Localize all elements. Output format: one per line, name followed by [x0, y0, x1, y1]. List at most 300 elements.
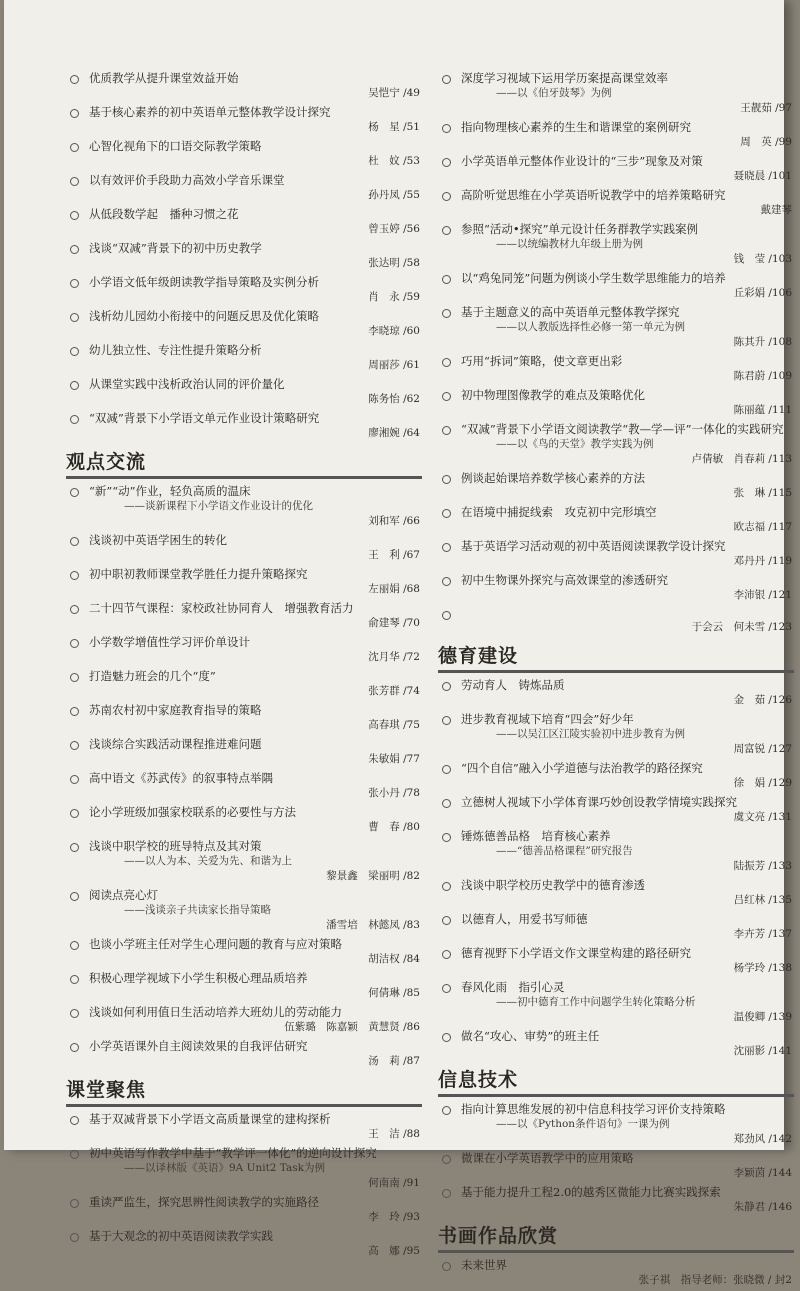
toc-entry-row [434, 794, 794, 810]
toc-entry[interactable] [62, 838, 422, 884]
toc-entry-row [62, 274, 422, 290]
toc-entry[interactable] [62, 104, 422, 135]
entry-title: 二十四节气课程：家校政社协同育人 增强教育活力 [89, 601, 354, 615]
circle-bullet-icon [70, 279, 79, 288]
entry-author-page: 李晓琼 /60 [368, 325, 420, 337]
toc-entry[interactable] [434, 153, 794, 184]
circle-bullet-icon [70, 843, 79, 852]
entry-author-page: 吕红林 /135 [733, 894, 792, 906]
circle-bullet-icon [442, 882, 451, 891]
toc-entry-row [62, 342, 422, 358]
toc-entry[interactable] [62, 970, 422, 1001]
entry-author-page: 陈务怡 /62 [368, 393, 420, 405]
entry-title: 浅谈中职学校的班导特点及其对策 [89, 839, 262, 853]
circle-bullet-icon [70, 1116, 79, 1125]
toc-entry-row [434, 221, 794, 237]
entry-author-page: 陆振芳 /133 [733, 860, 792, 872]
entry-title: 基于主题意义的高中英语单元整体教学探究 [461, 305, 680, 319]
entry-author-page: 李沛银 /121 [733, 589, 792, 601]
entry-title: 锤炼德善品格 培育核心素养 [461, 829, 611, 843]
entry-author-page: 张芳群 /74 [368, 685, 420, 697]
entry-author-page: 卢倩敏 肖春莉 /113 [691, 453, 792, 465]
toc-entry[interactable] [434, 1150, 794, 1181]
toc-entry-row [434, 187, 794, 203]
entry-title: 基于英语学习活动观的初中英语阅读课教学设计探究 [461, 539, 726, 553]
toc-entry-row [62, 1228, 422, 1244]
entry-author-page: 黎景鑫 梁丽明 /82 [326, 870, 420, 882]
toc-entry[interactable] [434, 945, 794, 976]
entry-subtitle: ——以《鸟的天堂》教学实践为例 [496, 438, 654, 450]
toc-entry-row [62, 936, 422, 952]
toc-entry-row [62, 1038, 422, 1054]
circle-bullet-icon [70, 1150, 79, 1159]
entry-title: 浅谈如何利用值日生活动培养大班幼儿的劳动能力 [89, 1005, 342, 1019]
toc-entry-row [434, 387, 794, 403]
entry-title: 以“鸡兔同笼”问题为例谈小学生数学思维能力的培养 [461, 271, 726, 285]
entry-author-page: 徐 娟 /129 [733, 777, 792, 789]
circle-bullet-icon [70, 1199, 79, 1208]
toc-entry-row [62, 104, 422, 120]
section-heading-viewpoint: 观点交流 [66, 447, 422, 479]
circle-bullet-icon [442, 426, 451, 435]
entry-author-page: 何倩琳 /85 [368, 987, 420, 999]
entry-author-page: 孙丹凤 /55 [368, 189, 420, 201]
entry-author-page: 朱敏娟 /77 [368, 753, 420, 765]
toc-entry[interactable] [62, 702, 422, 733]
toc-entry[interactable] [434, 606, 794, 635]
entry-title: 初中英语写作教学中基于“教学评一体化”的逆向设计探究 [89, 1146, 377, 1160]
circle-bullet-icon [70, 673, 79, 682]
entry-title: 从课堂实践中浅析政治认同的评价量化 [89, 377, 285, 391]
toc-entry-row [62, 887, 422, 903]
circle-bullet-icon [70, 313, 79, 322]
toc-entry[interactable] [434, 387, 794, 418]
entry-author-page: 王 利 /67 [368, 549, 420, 561]
toc-entry[interactable] [62, 308, 422, 339]
entry-author-page: 刘和军 /66 [368, 515, 420, 527]
toc-entry[interactable] [62, 172, 422, 203]
section-heading-it: 信息技术 [438, 1065, 794, 1097]
entry-author-page: 李颖茵 /144 [733, 1167, 792, 1179]
toc-entry-row [62, 172, 422, 188]
entry-title: 基于能力提升工程2.0的越秀区微能力比赛实践探索 [461, 1185, 721, 1199]
entry-title: 深度学习视域下运用学历案提高课堂效率 [461, 71, 668, 85]
toc-entry[interactable] [62, 887, 422, 933]
entry-title: 积极心理学视域下小学生积极心理品质培养 [89, 971, 308, 985]
toc-entry[interactable] [62, 634, 422, 665]
circle-bullet-icon [442, 765, 451, 774]
entry-author-page: 李 玲 /93 [368, 1211, 420, 1223]
entry-subtitle: ——浅谈亲子共读家长指导策略 [124, 904, 271, 916]
toc-entry[interactable] [434, 1028, 794, 1059]
circle-bullet-icon [442, 275, 451, 284]
toc-entry[interactable] [434, 470, 794, 501]
toc-entry[interactable] [62, 1111, 422, 1142]
toc-entry[interactable] [434, 572, 794, 603]
circle-bullet-icon [70, 892, 79, 901]
entry-author-page: 左丽娟 /68 [368, 583, 420, 595]
entry-author-page: 王靓茹 /97 [740, 102, 792, 114]
entry-title: 优质教学从提升课堂效益开始 [89, 71, 239, 85]
entry-title: 德育视野下小学语文作文课堂构建的路径研究 [461, 946, 691, 960]
toc-entry-row [62, 970, 422, 986]
toc-entry[interactable] [434, 760, 794, 791]
entry-author-page: 李卉芳 /137 [733, 928, 792, 940]
circle-bullet-icon [442, 1033, 451, 1042]
entry-author-page: 何南南 /91 [368, 1177, 420, 1189]
toc-entry-row [62, 410, 422, 426]
entry-subtitle: ——谈新课程下小学语文作业设计的优化 [124, 500, 313, 512]
entry-author-page: 陈其升 /108 [733, 336, 792, 348]
entry-author-page: 朱静君 /146 [733, 1201, 792, 1213]
circle-bullet-icon [442, 1106, 451, 1115]
toc-entry[interactable] [62, 936, 422, 967]
entry-subtitle: ——以译林版《英语》9A Unit2 Task为例 [124, 1162, 326, 1174]
toc-entry[interactable] [62, 376, 422, 407]
toc-entry-row [62, 376, 422, 392]
toc-entry-row [62, 308, 422, 324]
toc-entry-row [434, 421, 794, 437]
entry-title: 高阶听觉思维在小学英语听说教学中的培养策略研究 [461, 188, 726, 202]
entry-author-page: 周 英 /99 [740, 136, 792, 148]
circle-bullet-icon [442, 950, 451, 959]
toc-entry[interactable] [62, 1194, 422, 1225]
toc-entry[interactable] [434, 828, 794, 874]
toc-entry-row [62, 600, 422, 616]
circle-bullet-icon [70, 775, 79, 784]
toc-entry-row [434, 153, 794, 169]
entry-author-page: 戴建琴 [760, 204, 792, 216]
toc-entry[interactable] [434, 1257, 794, 1288]
toc-entry[interactable] [434, 677, 794, 708]
circle-bullet-icon [70, 347, 79, 356]
toc-entry-row [434, 677, 794, 693]
toc-entry[interactable] [434, 304, 794, 350]
circle-bullet-icon [442, 75, 451, 84]
entry-title: 初中生物课外探究与高效课堂的渗透研究 [461, 573, 668, 587]
toc-entry-row [434, 1257, 794, 1273]
entry-author-page: 曾玉婷 /56 [368, 223, 420, 235]
circle-bullet-icon [442, 392, 451, 401]
entry-author-page: 杨 星 /51 [368, 121, 420, 133]
entry-title: 例谈起始课培养数学核心素养的方法 [461, 471, 645, 485]
circle-bullet-icon [70, 109, 79, 118]
entry-subtitle: ——以人教版选择性必修一第一单元为例 [496, 321, 685, 333]
toc-entry[interactable] [62, 566, 422, 597]
toc-entry-row [434, 911, 794, 927]
toc-entry-row [62, 206, 422, 222]
circle-bullet-icon [70, 1009, 79, 1018]
entry-title: 在语境中捕捉线索 攻克初中完形填空 [461, 505, 657, 519]
toc-entry[interactable] [62, 1228, 422, 1259]
toc-entry-row [434, 538, 794, 554]
circle-bullet-icon [442, 226, 451, 235]
toc-entry-row [62, 770, 422, 786]
circle-bullet-icon [442, 716, 451, 725]
toc-entry-row [434, 1028, 794, 1044]
toc-page [4, 0, 792, 1286]
circle-bullet-icon [442, 611, 451, 620]
entry-title: 苏南农村初中家庭教育指导的策略 [89, 703, 262, 717]
entry-author-page: 张达明 /58 [368, 257, 420, 269]
entry-title: 重读严监生，探究思辨性阅读教学的实施路径 [89, 1195, 319, 1209]
circle-bullet-icon [70, 741, 79, 750]
entry-title: 微课在小学英语教学中的应用策略 [461, 1151, 634, 1165]
toc-entry-row [62, 70, 422, 86]
entry-author-page: 钱 莹 /103 [733, 253, 792, 265]
toc-entry[interactable] [62, 138, 422, 169]
entry-title: 小学数学增值性学习评价单设计 [89, 635, 250, 649]
left-column [62, 70, 422, 1262]
toc-entry[interactable] [434, 877, 794, 908]
circle-bullet-icon [442, 1262, 451, 1271]
entry-subtitle: ——以《Python条件语句》一课为例 [496, 1118, 670, 1130]
toc-entry[interactable] [434, 270, 794, 301]
toc-entry-row [62, 566, 422, 582]
circle-bullet-icon [70, 707, 79, 716]
toc-entry[interactable] [62, 532, 422, 563]
entry-title: 浅谈中职学校历史教学中的德育渗透 [461, 878, 645, 892]
section-heading-art: 书画作品欣赏 [438, 1221, 794, 1253]
toc-entry-row [434, 760, 794, 776]
toc-entry[interactable] [434, 119, 794, 150]
circle-bullet-icon [70, 415, 79, 424]
entry-author-page: 金 茹 /126 [733, 694, 792, 706]
entry-title: 指向计算思维发展的初中信息科技学习评价支持策略 [461, 1102, 726, 1116]
toc-entry-row [434, 504, 794, 520]
toc-entry-row [62, 736, 422, 752]
entry-title: 劳动育人 铸炼品质 [461, 678, 565, 692]
section-heading-moral: 德育建设 [438, 641, 794, 673]
entry-subtitle: ——以人为本、关爱为先、和谐为上 [124, 855, 292, 867]
entry-title: 小学英语课外自主阅读效果的自我评估研究 [89, 1039, 308, 1053]
toc-entry-row [434, 304, 794, 320]
toc-entry-row [434, 711, 794, 727]
entry-title: 指向物理核心素养的生生和谐课堂的案例研究 [461, 120, 691, 134]
toc-entry[interactable] [62, 770, 422, 801]
entry-title: “新”“动”作业，轻负高质的温床 [89, 484, 251, 498]
toc-entry-row [434, 945, 794, 961]
toc-entry-row [434, 70, 794, 86]
toc-entry-row [62, 1004, 422, 1020]
entry-author-page: 周富锐 /127 [733, 743, 792, 755]
circle-bullet-icon [70, 639, 79, 648]
toc-entry[interactable] [434, 187, 794, 218]
toc-entry-row [434, 119, 794, 135]
entry-subtitle: ——以《伯牙鼓琴》为例 [496, 87, 612, 99]
entry-title: 未来世界 [461, 1258, 507, 1272]
entry-title: 基于大观念的初中英语阅读教学实践 [89, 1229, 273, 1243]
toc-entry-row [434, 877, 794, 893]
toc-entry[interactable] [434, 353, 794, 384]
toc-entry[interactable] [434, 1184, 794, 1215]
entry-author-page: 郑劲风 /142 [733, 1133, 792, 1145]
toc-entry[interactable] [62, 206, 422, 237]
circle-bullet-icon [70, 1233, 79, 1242]
entry-title: “双减”背景下小学语文阅读教学“教—学—评”一体化的实践研究 [461, 422, 784, 436]
toc-entry[interactable] [62, 668, 422, 699]
toc-entry[interactable] [434, 70, 794, 116]
toc-entry-row [434, 353, 794, 369]
circle-bullet-icon [442, 124, 451, 133]
entry-author-page: 曹 春 /80 [368, 821, 420, 833]
entry-author-page: 俞建琴 /70 [368, 617, 420, 629]
toc-entry-row [62, 1145, 422, 1161]
toc-entry[interactable] [434, 794, 794, 825]
toc-entry[interactable] [434, 538, 794, 569]
circle-bullet-icon [442, 309, 451, 318]
toc-entry[interactable] [62, 1038, 422, 1069]
toc-entry[interactable] [62, 70, 422, 101]
entry-author-page: 伍紫璐 陈嘉颖 黄慧贤 /86 [284, 1021, 420, 1033]
toc-entry[interactable] [62, 240, 422, 271]
entry-author-page: 虞文亮 /131 [733, 811, 792, 823]
entry-author-page: 沈月华 /72 [368, 651, 420, 663]
entry-title: 浅谈“双减”背景下的初中历史教学 [89, 241, 262, 255]
entry-author-page: 王 洁 /88 [368, 1128, 420, 1140]
entry-title: 高中语文《苏武传》的叙事特点举隅 [89, 771, 273, 785]
entry-title: 浅谈初中英语学困生的转化 [89, 533, 227, 547]
toc-entry-row [434, 572, 794, 588]
toc-entry-row [62, 240, 422, 256]
entry-title: “四个自信”融入小学道德与法治教学的路径探究 [461, 761, 703, 775]
toc-entry[interactable] [434, 421, 794, 467]
right-column [434, 70, 794, 1291]
toc-entry[interactable] [62, 1145, 422, 1191]
entry-title: “双减”背景下小学语文单元作业设计策略研究 [89, 411, 320, 425]
toc-entry[interactable] [62, 1004, 422, 1035]
entry-author-page: 陈丽蕴 /111 [733, 404, 792, 416]
toc-entry[interactable] [434, 1101, 794, 1147]
circle-bullet-icon [442, 1155, 451, 1164]
entry-title: 做名“攻心、审势”的班主任 [461, 1029, 600, 1043]
circle-bullet-icon [442, 799, 451, 808]
entry-author-page: 张 琳 /115 [733, 487, 792, 499]
toc-entry-row [62, 1194, 422, 1210]
entry-author-page: 杜 妏 /53 [368, 155, 420, 167]
circle-bullet-icon [70, 571, 79, 580]
circle-bullet-icon [442, 984, 451, 993]
entry-author-page: 周丽莎 /61 [368, 359, 420, 371]
toc-entry-row [62, 532, 422, 548]
entry-title: 浅析幼儿园幼小衔接中的问题反思及优化策略 [89, 309, 319, 323]
entry-author-page: 温俊卿 /139 [733, 1011, 792, 1023]
entry-title: 基于核心素养的初中英语单元整体教学设计探究 [89, 105, 331, 119]
entry-title: 也谈小学班主任对学生心理问题的教育与应对策略 [89, 937, 342, 951]
entry-title: 立德树人视域下小学体育课巧妙创设教学情境实践探究 [461, 795, 737, 809]
entry-author-page: 邓丹丹 /119 [733, 555, 792, 567]
circle-bullet-icon [70, 381, 79, 390]
entry-author-page: 胡洁权 /84 [368, 953, 420, 965]
entry-author-page: 张小丹 /78 [368, 787, 420, 799]
entry-author-page: 杨学玲 /138 [733, 962, 792, 974]
entry-title: 从低段数学起 播种习惯之花 [89, 207, 239, 221]
toc-entry[interactable] [434, 221, 794, 267]
entry-title: 以有效评价手段助力高效小学音乐课堂 [89, 173, 285, 187]
toc-entry[interactable] [434, 979, 794, 1025]
entry-title: 春风化雨 指引心灵 [461, 980, 565, 994]
toc-entry[interactable] [62, 736, 422, 767]
toc-entry-row [62, 838, 422, 854]
toc-entry-row [62, 483, 422, 499]
entry-subtitle: ——以统编教材九年级上册为例 [496, 238, 643, 250]
entry-author-page: 于会云 何未雪 /123 [691, 621, 792, 633]
entry-title: 初中职初教师课堂教学胜任力提升策略探究 [89, 567, 308, 581]
toc-entry-row [62, 804, 422, 820]
entry-title: 巧用“拆词”策略，使文章更出彩 [461, 354, 623, 368]
toc-entry[interactable] [62, 483, 422, 529]
toc-entry[interactable] [62, 804, 422, 835]
toc-entry-row [62, 702, 422, 718]
entry-author-page: 肖 永 /59 [368, 291, 420, 303]
circle-bullet-icon [70, 177, 79, 186]
toc-entry-row [62, 634, 422, 650]
toc-entry[interactable] [62, 600, 422, 631]
toc-entry[interactable] [62, 274, 422, 305]
entry-author-page: 沈丽影 /141 [733, 1045, 792, 1057]
circle-bullet-icon [70, 1043, 79, 1052]
toc-entry-row [434, 828, 794, 844]
entry-author-page: 聂晓晨 /101 [733, 170, 792, 182]
toc-entry[interactable] [62, 342, 422, 373]
entry-author-page: 丘彩娟 /106 [733, 287, 792, 299]
section-heading-classroom: 课堂聚焦 [66, 1075, 422, 1107]
circle-bullet-icon [442, 543, 451, 552]
entry-title: 初中物理图像教学的难点及策略优化 [461, 388, 645, 402]
entry-title: 进步教育视域下培育“四会”好少年 [461, 712, 634, 726]
toc-entry-row [62, 1111, 422, 1127]
entry-author-page: 陈君蔚 /109 [733, 370, 792, 382]
entry-title: 论小学班级加强家校联系的必要性与方法 [89, 805, 296, 819]
circle-bullet-icon [442, 1189, 451, 1198]
entry-title: 浅谈综合实践活动课程推进难问题 [89, 737, 262, 751]
circle-bullet-icon [70, 605, 79, 614]
toc-entry[interactable] [434, 504, 794, 535]
entry-author-page: 高春琪 /75 [368, 719, 420, 731]
entry-subtitle: ——“德善品格课程”研究报告 [496, 845, 633, 857]
circle-bullet-icon [442, 577, 451, 586]
entry-author-page: 欧志福 /117 [733, 521, 792, 533]
entry-author-page: 汤 莉 /87 [368, 1055, 420, 1067]
circle-bullet-icon [442, 158, 451, 167]
entry-title: 参照“活动•探究”单元设计任务群教学实践案例 [461, 222, 699, 236]
circle-bullet-icon [442, 358, 451, 367]
circle-bullet-icon [442, 192, 451, 201]
toc-entry-row [434, 270, 794, 286]
circle-bullet-icon [442, 833, 451, 842]
toc-entry[interactable] [434, 711, 794, 757]
circle-bullet-icon [70, 809, 79, 818]
entry-author-page: 廖湘婉 /64 [368, 427, 420, 439]
circle-bullet-icon [70, 211, 79, 220]
entry-author-page: 张子祺 指导老师：张晓微 / 封2 [638, 1274, 792, 1286]
entry-title: 小学语文低年级朗读教学指导策略及实例分析 [89, 275, 319, 289]
toc-entry-row [62, 668, 422, 684]
entry-subtitle: ——初中德育工作中问题学生转化策略分析 [496, 996, 696, 1008]
entry-subtitle: ——以吴江区江陵实验初中进步教育为例 [496, 728, 685, 740]
toc-entry[interactable] [434, 911, 794, 942]
circle-bullet-icon [70, 75, 79, 84]
toc-entry-row [434, 606, 794, 620]
entry-title: 打造魅力班会的几个“度” [89, 669, 216, 683]
circle-bullet-icon [70, 143, 79, 152]
toc-entry-row [434, 470, 794, 486]
toc-entry-row [434, 1150, 794, 1166]
circle-bullet-icon [70, 941, 79, 950]
circle-bullet-icon [70, 537, 79, 546]
circle-bullet-icon [442, 682, 451, 691]
toc-entry[interactable] [62, 410, 422, 441]
